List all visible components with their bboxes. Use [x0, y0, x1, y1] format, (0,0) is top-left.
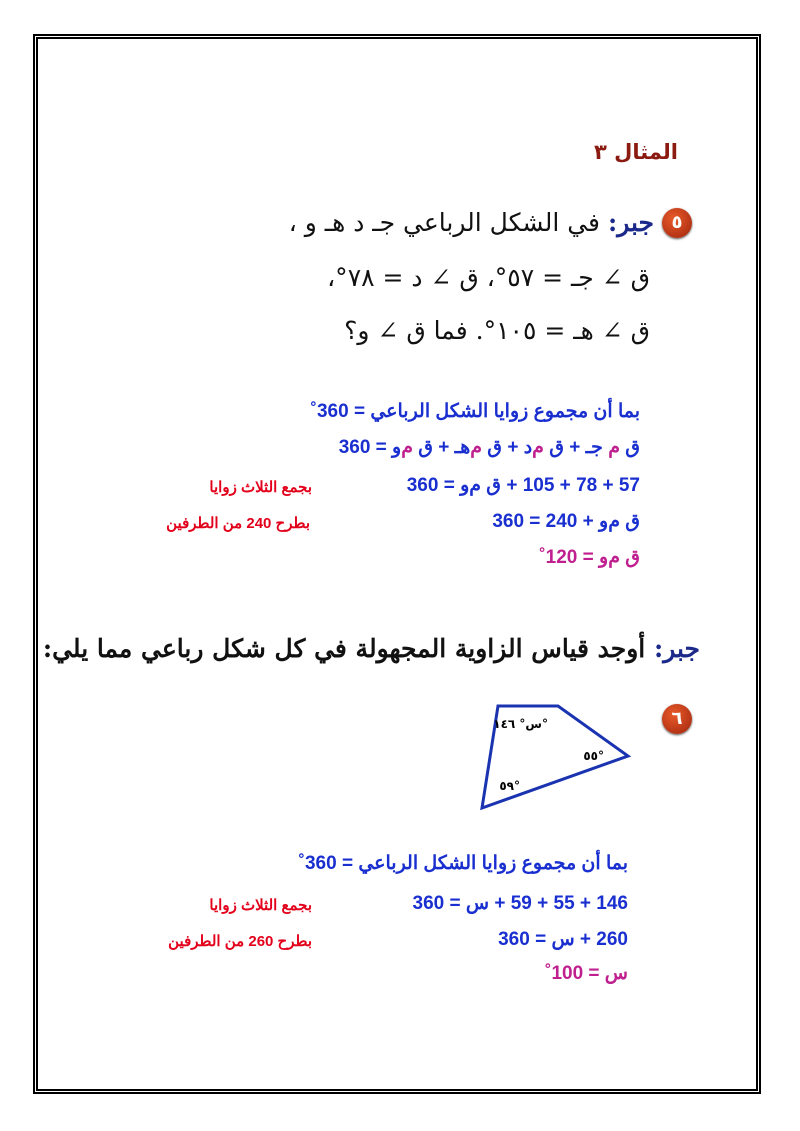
section-heading — [43, 634, 700, 663]
solution-6-result: س = 100˚ — [545, 963, 628, 984]
solution-5-line-4: ق ﻡو + 240 = 360 — [492, 511, 640, 532]
solution-5-l2-part: جـ + ق — [543, 437, 609, 458]
section-heading-text: أوجد قياس الزاوية المجهولة في كل شكل رباعي مما يلي: — [42, 634, 646, 663]
solution-5-result: ق ﻡو = 120˚ — [539, 547, 640, 568]
problem-6-badge: ٦ — [662, 704, 692, 734]
solution-6-line-3: 260 + س = 360 — [498, 929, 628, 950]
example-title: المثال ٣ — [594, 140, 678, 164]
problem-5-line-1 — [289, 208, 654, 237]
problem-5-keyword: جبر: — [607, 208, 654, 237]
solution-5-l2-part: ق — [619, 437, 640, 458]
section-keyword: جبر: — [653, 634, 700, 663]
angle-symbol: ﻡ — [401, 437, 413, 458]
problem-5-badge: ٥ — [662, 208, 692, 238]
figure-label-top: س° ١٤٦° — [493, 717, 548, 731]
page-border — [33, 34, 761, 1094]
solution-6-note-1: بجمع الثلاث زوايا — [209, 897, 312, 914]
quadrilateral-figure — [470, 700, 640, 820]
angle-symbol: ﻡ — [532, 437, 544, 458]
angle-symbol: ﻡ — [470, 437, 483, 458]
problem-5-line-2: ق ∠ جـ = ٥٧°، ق ∠ د = ٧٨°، — [327, 263, 650, 292]
solution-5-note-2: بطرح 240 من الطرفين — [166, 515, 310, 532]
solution-5-l2-part: هـ + ق — [413, 437, 471, 458]
solution-5-line-2 — [339, 436, 640, 459]
solution-5-l2-part: د + ق — [482, 437, 533, 458]
problem-5-line-3: ق ∠ هـ = ١٠٥°. فما ق ∠ و؟ — [344, 316, 650, 345]
solution-6-line-1: بما أن مجموع زوايا الشكل الرباعي = 360˚ — [298, 853, 628, 874]
solution-5-note-1: بجمع الثلاث زوايا — [209, 479, 312, 496]
figure-label-left: ٥٩° — [499, 779, 520, 793]
angle-symbol: ﻡ — [608, 437, 620, 458]
solution-5-line-1: بما أن مجموع زوايا الشكل الرباعي = 360˚ — [310, 401, 640, 422]
problem-5-text-1: في الشكل الرباعي جـ د هـ و ، — [288, 208, 601, 237]
solution-6-note-2: بطرح 260 من الطرفين — [168, 933, 312, 950]
solution-5-line-3: 57 + 78 + 105 + ق ﻡو = 360 — [406, 475, 640, 496]
figure-label-right: ٥٥° — [583, 749, 604, 763]
solution-6-line-2: 146 + 55 + 59 + س = 360 — [412, 893, 628, 914]
solution-5-l2-part: و = 360 — [338, 437, 402, 458]
